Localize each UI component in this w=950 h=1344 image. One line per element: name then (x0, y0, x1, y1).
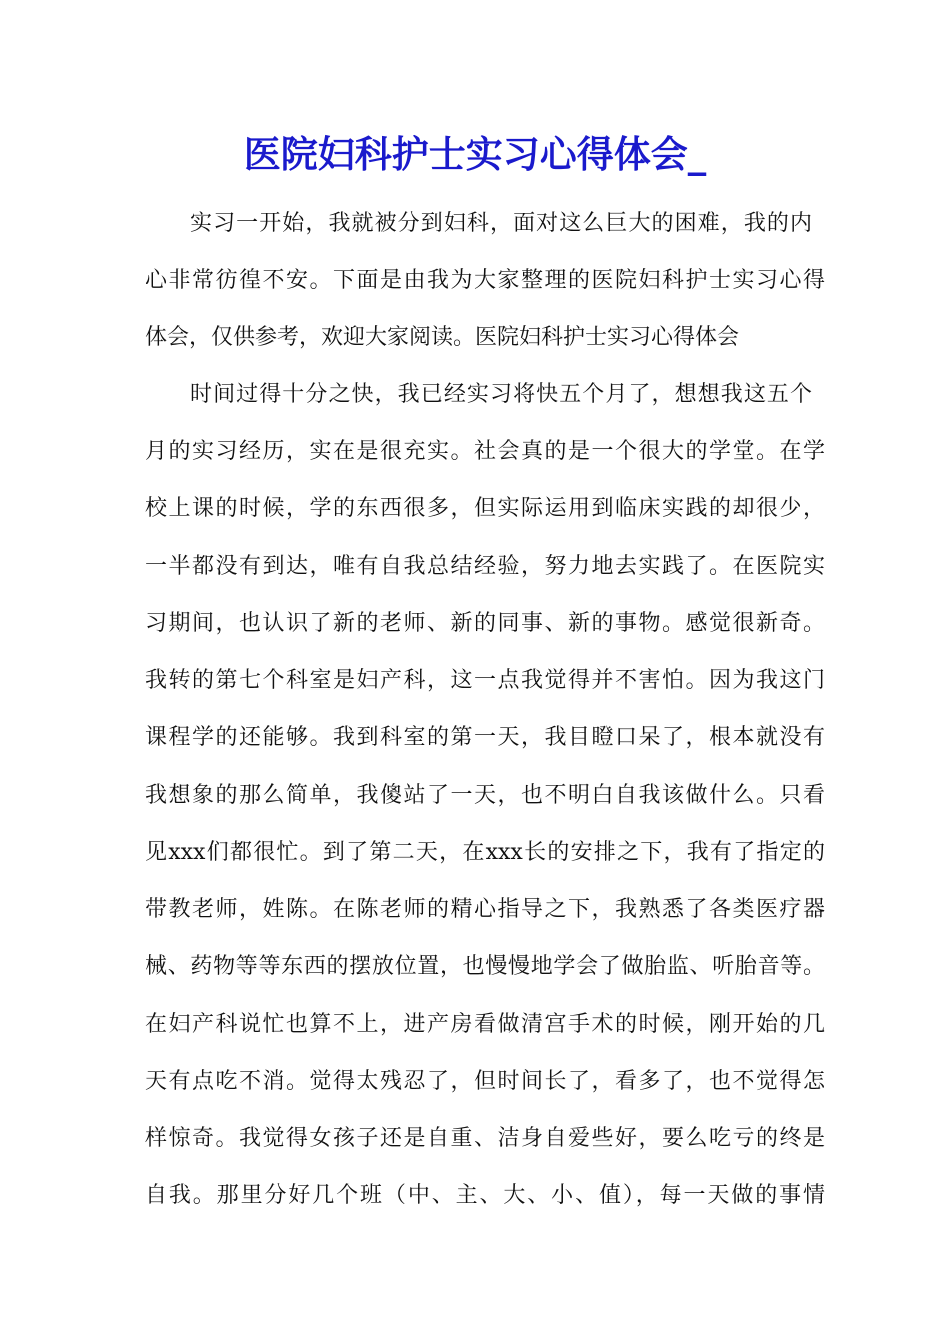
body-line-10: 课程学的还能够。我到科室的第一天，我目瞪口呆了，根本就没有 (145, 725, 825, 750)
body-line-16: 天有点吃不消。觉得太残忍了，但时间长了，看多了，也不觉得怎 (145, 1069, 825, 1094)
body-line-12: 见xxx们都很忙。到了第二天，在xxx长的安排之下，我有了指定的 (145, 840, 825, 865)
document-title: 医院妇科护士实习心得体会_ (243, 132, 707, 176)
body-line-11: 我想象的那么简单，我傻站了一天，也不明白自我该做什么。只看 (145, 783, 825, 808)
body-line-3: 体会，仅供参考，欢迎大家阅读。医院妇科护士实习心得体会 (145, 325, 740, 350)
body-line-9: 我转的第七个科室是妇产科，这一点我觉得并不害怕。因为我这门 (145, 668, 825, 693)
body-line-4: 时间过得十分之快，我已经实习将快五个月了，想想我这五个 (190, 382, 812, 407)
body-line-2: 心非常彷徨不安。下面是由我为大家整理的医院妇科护士实习心得 (145, 268, 825, 293)
body-line-17: 样惊奇。我觉得女孩子还是自重、洁身自爱些好，要么吃亏的终是 (145, 1126, 825, 1151)
body-line-5: 月的实习经历，实在是很充实。社会真的是一个很大的学堂。在学 (145, 439, 825, 464)
body-line-18: 自我。那里分好几个班（中、主、大、小、值），每一天做的事情 (145, 1183, 825, 1208)
body-line-14: 械、药物等等东西的摆放位置，也慢慢地学会了做胎监、听胎音等。 (145, 954, 825, 979)
body-line-8: 习期间，也认识了新的老师、新的同事、新的事物。感觉很新奇。 (145, 611, 825, 636)
body-line-15: 在妇产科说忙也算不上，进产房看做清宫手术的时候，刚开始的几 (145, 1012, 825, 1037)
body-line-6: 校上课的时候，学的东西很多，但实际运用到临床实践的却很少， (145, 496, 825, 521)
body-line-7: 一半都没有到达，唯有自我总结经验，努力地去实践了。在医院实 (145, 554, 825, 579)
body-line-1: 实习一开始，我就被分到妇科，面对这么巨大的困难，我的内 (190, 211, 812, 236)
body-line-13: 带教老师，姓陈。在陈老师的精心指导之下，我熟悉了各类医疗器 (145, 897, 825, 922)
